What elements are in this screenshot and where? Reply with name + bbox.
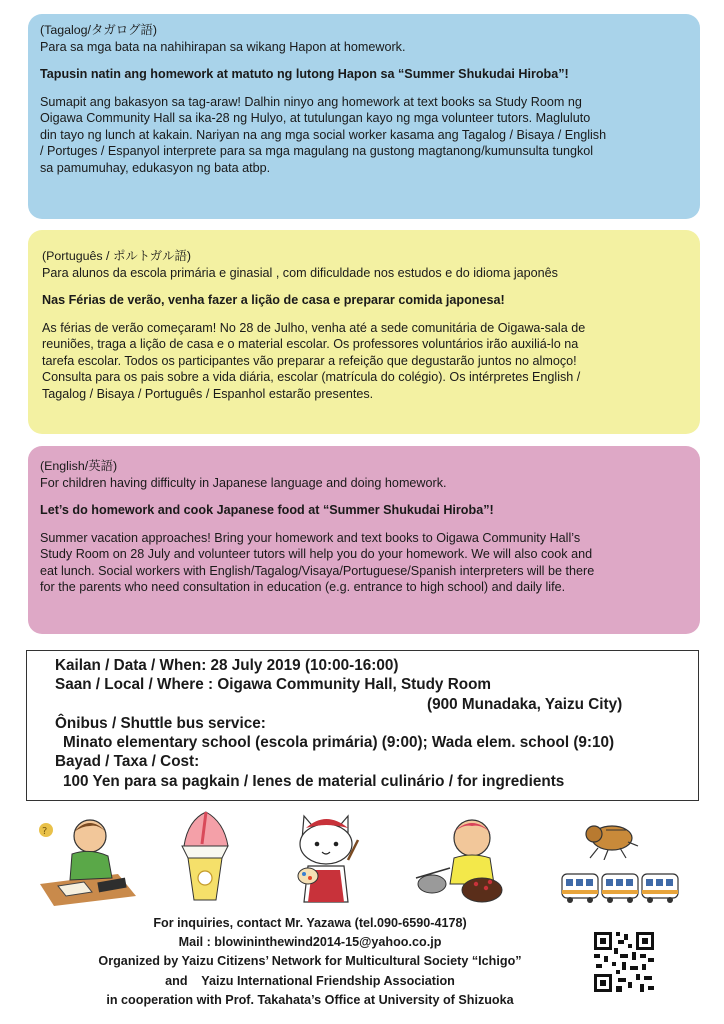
event-info-box bbox=[26, 650, 699, 801]
qr-code-icon bbox=[592, 930, 656, 994]
portugues-headline: Nas Férias de verão, venha fazer a lição de casa e preparar comida japonesa! bbox=[42, 293, 505, 307]
student-studying-icon bbox=[38, 814, 138, 906]
shuttle-bus-detail: Minato elementary school (escola primária) (9:00); Wada elem. school (9:10) bbox=[63, 734, 615, 752]
shuttle-bus-label: Ônibus / Shuttle bus service: bbox=[55, 714, 266, 732]
tagalog-body-line: din tayo ng lunch at kakain. Nariyan na ang mga social worker kasama ang Tagalog / Bisaya / English bbox=[40, 127, 607, 142]
tagalog-body-line: sa pamumuhay, edukasyon ng bata atbp. bbox=[40, 160, 271, 175]
event-address: (900 Munadaka, Yaizu City) bbox=[427, 695, 623, 713]
english-body-line: eat lunch. Social workers with English/Tagalog/Visaya/Portuguese/Spanish interpreters will be there bbox=[40, 563, 595, 578]
contact-line: For inquiries, contact Mr. Yazawa (tel.090-6590-4178) bbox=[153, 916, 467, 930]
cost-label: Bayad / Taxa / Cost: bbox=[55, 753, 200, 771]
cat-painter-icon bbox=[286, 810, 362, 906]
portugues-language-label: (Português / ポルトガル語) bbox=[42, 249, 192, 263]
portugues-body-line: As férias de verão começaram! No 28 de Julho, venha até a sede comunitária de Oigawa-sala de bbox=[42, 320, 586, 335]
cost-detail: 100 Yen para sa pagkain / Ienes de material culinário / for ingredients bbox=[63, 772, 565, 790]
cooperation-line: in cooperation with Prof. Takahata’s Office at University of Shizuoka bbox=[106, 992, 514, 1007]
portugues-section bbox=[28, 230, 700, 434]
english-body-line: for the parents who need consultation in education (e.g. entrance to high school) and daily life. bbox=[40, 580, 566, 594]
english-body-line: Summer vacation approaches! Bring your homework and text books to Oigawa Community Hall’s bbox=[40, 530, 581, 545]
english-subtitle: For children having difficulty in Japanese language and doing homework. bbox=[40, 475, 447, 490]
shaved-ice-icon bbox=[176, 808, 234, 904]
tagalog-section bbox=[28, 14, 700, 219]
footer bbox=[40, 914, 580, 1010]
english-language-label: (English/英語) bbox=[40, 459, 118, 473]
portugues-body-line: Consulta para os pais sobre a vida diária, escolar (matrícula do colégio). Os intérpretes English / bbox=[42, 370, 581, 384]
event-date-time: Kailan / Data / When: 28 July 2019 (10:00-16:00) bbox=[55, 657, 399, 674]
mail-line: Mail : blowininthewind2014-15@yahoo.co.jp bbox=[178, 935, 442, 950]
cicada-icon bbox=[580, 816, 640, 860]
tagalog-body-line: Oigawa Community Hall sa ika-28 ng Hulyo, at tutulungan kayo ng mga volunteer tutors. Magluluto bbox=[40, 111, 591, 125]
girl-cooking-icon bbox=[410, 812, 514, 904]
english-headline: Let’s do homework and cook Japanese food at “Summer Shukudai Hiroba”! bbox=[40, 503, 494, 517]
organizer-line: and Yaizu International Friendship Association bbox=[165, 973, 455, 988]
portugues-body-line: tarefa escolar. Todos os participantes vão preparar a refeição que degustarão juntos no almoço! bbox=[42, 353, 577, 368]
portugues-body-line: reuniões, traga a lição de casa e o material escolar. Os professores voluntários irão auxiliá-lo na bbox=[42, 337, 579, 351]
illustration-row bbox=[28, 808, 700, 914]
tagalog-language-label: (Tagalog/タガログ語) bbox=[40, 23, 158, 37]
svg-text:?: ? bbox=[42, 826, 48, 837]
english-body-line: Study Room on 28 July and volunteer tutors will help you do your homework. We will also cook and bbox=[40, 547, 593, 561]
tagalog-body-line: Sumapit ang bakasyon sa tag-araw! Dalhin ninyo ang homework at text books sa Study Room ng bbox=[40, 94, 582, 109]
train-icon bbox=[560, 870, 680, 904]
tagalog-subtitle: Para sa mga bata na nahihirapan sa wikang Hapon at homework. bbox=[40, 39, 406, 54]
portugues-subtitle: Para alunos da escola primária e ginasial , com dificuldade nos estudos e do idioma japonês bbox=[42, 265, 558, 280]
english-section bbox=[28, 446, 700, 634]
organizer-line: Organized by Yaizu Citizens’ Network for Multicultural Society “Ichigo” bbox=[98, 954, 522, 969]
tagalog-headline: Tapusin natin ang homework at matuto ng lutong Hapon sa “Summer Shukudai Hiroba”! bbox=[40, 67, 569, 81]
event-location: Saan / Local / Where : Oigawa Community Hall, Study Room bbox=[55, 676, 492, 694]
portugues-body-line: Tagalog / Bisaya / Português / Espanhol estarão presentes. bbox=[42, 386, 374, 401]
tagalog-body-line: / Portuges / Espanyol interprete para sa mga magulang na gustong magtanong/kumunsulta tungkol bbox=[40, 144, 594, 158]
